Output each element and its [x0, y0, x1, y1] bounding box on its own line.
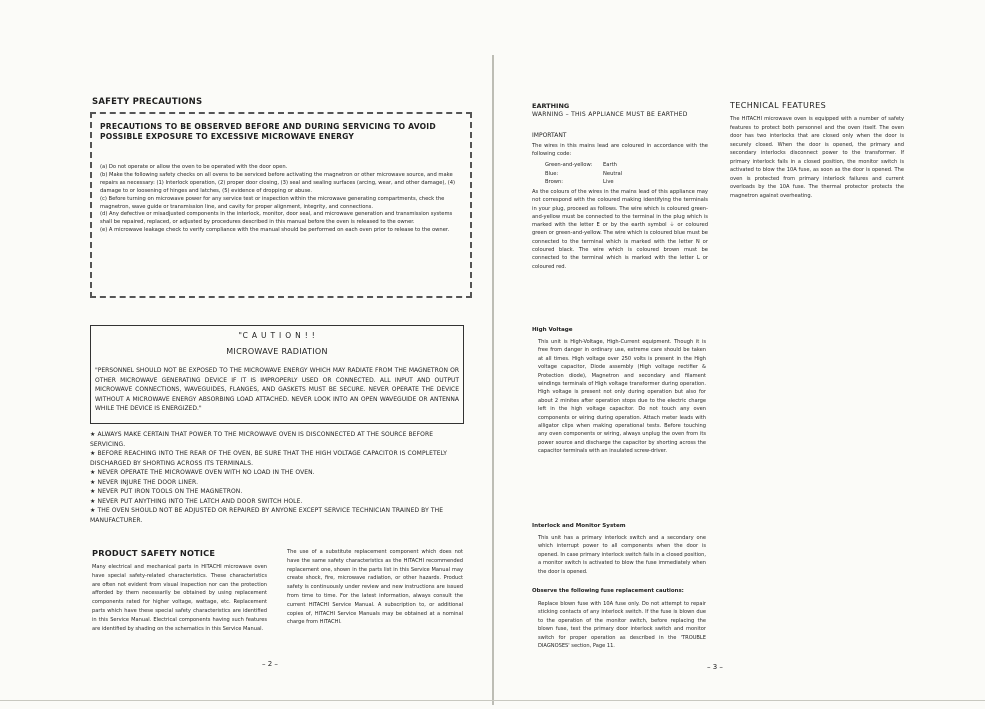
bullet-item: ★ NEVER INJURE THE DOOR LINER.: [90, 478, 199, 486]
bullet-item: ★ NEVER PUT IRON TOOLS ON THE MAGNETRON.: [90, 488, 243, 495]
caution-box: [90, 325, 464, 424]
high-voltage-heading: High Voltage: [532, 327, 573, 333]
bullet-item: ★ ALWAYS MAKE CERTAIN THAT POWER TO THE MICROWAVE OVEN IS DISCONNECTED AT THE SOURCE BEFORE SERVICING.: [90, 431, 434, 448]
precaution-item-b: (b) Make the following safety checks on all ovens to be serviced before activating the magnetron or other microwave source, and make repairs as necessary: (1) Interlock operation, (2) proper door closing, (3) seal and sealing surfaces (arcing, wear, and other damage), (4) damage to or loosening of hinges and latches, (5) evidence of dropping or abuse.: [100, 171, 456, 194]
code-value: Earth: [603, 162, 617, 168]
observe-body: Replace blown fuse with 10A fuse only. Do not attempt to repair sticking contacts of any interlock switch. If the fuse is blown due to the operation of the monitor switch, before replacing the blown fuse, test the primary door interlock switch and monitor switch for proper operation as described in the 'TROUBLE DIAGNOSES' section, Page 11.: [538, 601, 706, 650]
code-value: Neutral: [603, 170, 623, 177]
high-voltage-body: This unit is High-Voltage, High-Current equipment. Though it is free from danger in ordinary use, extreme care should be taken at all times. High voltage over 250 volts is present in the High voltage capacitor, Diode assembly (High voltage rectifier & Protection diode), Magnetron and secondary and filament windings terminals of High voltage transformer during operation. High voltage is present not only during operation but also for about 2 minites after operation stops due to the electric charge left in the high voltage capacitor. Do not touch any oven components or wiring during operation. Attach meter leads with alligator clips when making operational tests. Before touching any oven components or wiring, always unplug the oven from its power source and discharge the capacitor by shorting across the capacitor terminals with an insulated screw-driver.: [538, 339, 706, 455]
caution-subtitle: MICROWAVE RADIATION: [226, 347, 328, 356]
earthing-body: As the colours of the wires in the mains lead of this appliance may not correspond with the coloured making identifying the terminals in your plug, proceed as follows. The wire which is coloured green-and-yellow must be connected to the terminal in the plug which is marked with the letter E or by the earth symbol ⏚ or coloured green or green-and-yellow. The wire which is coloured blue must be connected to the terminal which is marked with the letter N or coloured black. The wire which is coloured brown must be connected to the terminal which is marked with the letter L or coloured red.: [532, 189, 708, 270]
technical-features-body: The HITACHI microwave oven is equipped with a number of safety features to protect both personnel and the oven itself. The oven door has two interlocks that are closed only when the door is securely closed. When the door is opened, the primary and secondary interlocks disconnect power to the transformer. If primary interlock fails in a closed position, the monitor switch is activated to blow the 10A fuse, as soon as the door is opened. The oven is protected from primary interlock failures and current overloads by the 10A fuse. The thermal protector protects the magnetron against overheating.: [730, 116, 904, 199]
caution-text: "PERSONNEL SHOULD NOT BE EXPOSED TO THE MICROWAVE ENERGY WHICH MAY RADIATE FROM THE MAGNETRON OR OTHER MICROWAVE GENERATING DEVICE IF IT IS IMPROPERLY USED OR CONNECTED. ALL INPUT AND OUTPUT MICROWAVE CONNECTIONS, WAVEGUIDES, FLANGES, AND GASKETS MUST BE SECURE. NEVER OPERATE THE DEVICE WITHOUT A MICROWAVE ENERGY ABSORBING LOAD ATTACHED. NEVER LOOK INTO AN OPEN WAVEGUIDE OR ANTENNA WHILE THE DEVICE IS ENERGIZED.": [95, 367, 459, 412]
interlock-heading: Interlock and Monitor System: [532, 523, 626, 529]
product-safety-heading: PRODUCT SAFETY NOTICE: [92, 548, 216, 558]
code-value: Live: [603, 179, 614, 185]
precaution-item-d: (d) Any defective or misadjusted components in the interlock, monitor, door seal, and microwave generation and transmission systems shall be repaired, replaced, or adjusted by procedures described in this manual before the oven is released to the owner.: [100, 211, 453, 226]
warning-bullets: [90, 430, 470, 525]
code-label: Blue:: [545, 170, 559, 177]
precaution-title: PRECAUTIONS TO BE OBSERVED BEFORE AND DURING SERVICING TO AVOID POSSIBLE EXPOSURE TO EXCESSIVE MICROWAVE ENERGY: [100, 122, 436, 141]
page-number-right: – 3 –: [707, 663, 723, 671]
bullet-item: ★ NEVER PUT ANYTHING INTO THE LATCH AND DOOR SWITCH HOLE.: [90, 497, 303, 505]
caution-title: "C A U T I O N ! !: [238, 331, 316, 340]
technical-features-heading: TECHNICAL FEATURES: [730, 101, 827, 110]
important-intro: The wires in this mains lead are coloured in accordance with the following code:: [532, 143, 708, 158]
earthing-heading: EARTHING: [532, 102, 570, 110]
page-fold: [492, 55, 494, 705]
interlock-body: This unit has a primary interlock switch and a secondary one which interrupt power to all components when the door is opened. In case primary interlock switch fails in a closed position, a monitor switch is activated to blow the fuse immediately when the door is opened.: [538, 535, 706, 575]
code-label: Green-and-yellow:: [545, 162, 593, 168]
precaution-list: [100, 164, 460, 235]
precaution-item-a: (a) Do not operate or allow the oven to be operated with the door open.: [100, 164, 288, 170]
product-col-2: The use of a substitute replacement component which does not have the same safety characteristics as the HITACHI recommended replacement one, shown in the parts list in this Service Manual may create shock, fire, microwave radiation, or other hazards. Product safety is continuously under review and new instructions are issued from time to time. For the latest information, always consult the current HITACHI Service Manual. A subscription to, or additional copies of, HITACHI Service Manuals may be obtained at a nominal charge from HITACHI.: [287, 549, 463, 626]
code-label: Brown:: [545, 179, 564, 185]
wire-code-table: [545, 161, 622, 187]
precaution-box: [90, 112, 472, 298]
page-number-left: – 2 –: [262, 660, 278, 668]
safety-heading: SAFETY PRECAUTIONS: [92, 97, 203, 107]
bullet-item: ★ BEFORE REACHING INTO THE REAR OF THE OVEN, BE SURE THAT THE HIGH VOLTAGE CAPACITOR IS COMPLETELY DISCHARGED BY SHORTING ACROSS ITS TERMINALS.: [90, 450, 448, 467]
product-col-1: Many electrical and mechanical parts in HITACHI microwave oven have special safety-related characteristics. These characteristics are often not evident from visual inspection nor can the protection afforded by them necessarily be obtained by using replacement components rated for higher voltage, wattage, etc. Replacement parts which have these special safety characteristics are identified in this Service Manual. Electrical components having such features are identified by shading on the schematics in this Service Manual.: [92, 564, 267, 632]
earthing-warning: WARNING – THIS APPLIANCE MUST BE EARTHED: [532, 111, 688, 118]
bullet-item: ★ THE OVEN SHOULD NOT BE ADJUSTED OR REPAIRED BY ANYONE EXCEPT SERVICE TECHNICIAN TRAINED BY THE MANUFACTURER.: [90, 507, 444, 524]
precaution-item-c: (c) Before turning on microwave power for any service test or inspection within the microwave generating compartments, check the magnetron, wave guide or transmission line, and cavity for proper alignment, integrity, and connections.: [100, 195, 445, 210]
important-heading: IMPORTANT: [532, 132, 567, 139]
observe-heading: Observe the following fuse replacement cautions:: [532, 588, 684, 594]
bullet-item: ★ NEVER OPERATE THE MICROWAVE OVEN WITH NO LOAD IN THE OVEN.: [90, 469, 315, 476]
precaution-item-e: (e) A microwave leakage check to verify compliance with the manual should be performed on each oven prior to release to the owner.: [100, 227, 450, 234]
bottom-edge: [0, 700, 985, 701]
